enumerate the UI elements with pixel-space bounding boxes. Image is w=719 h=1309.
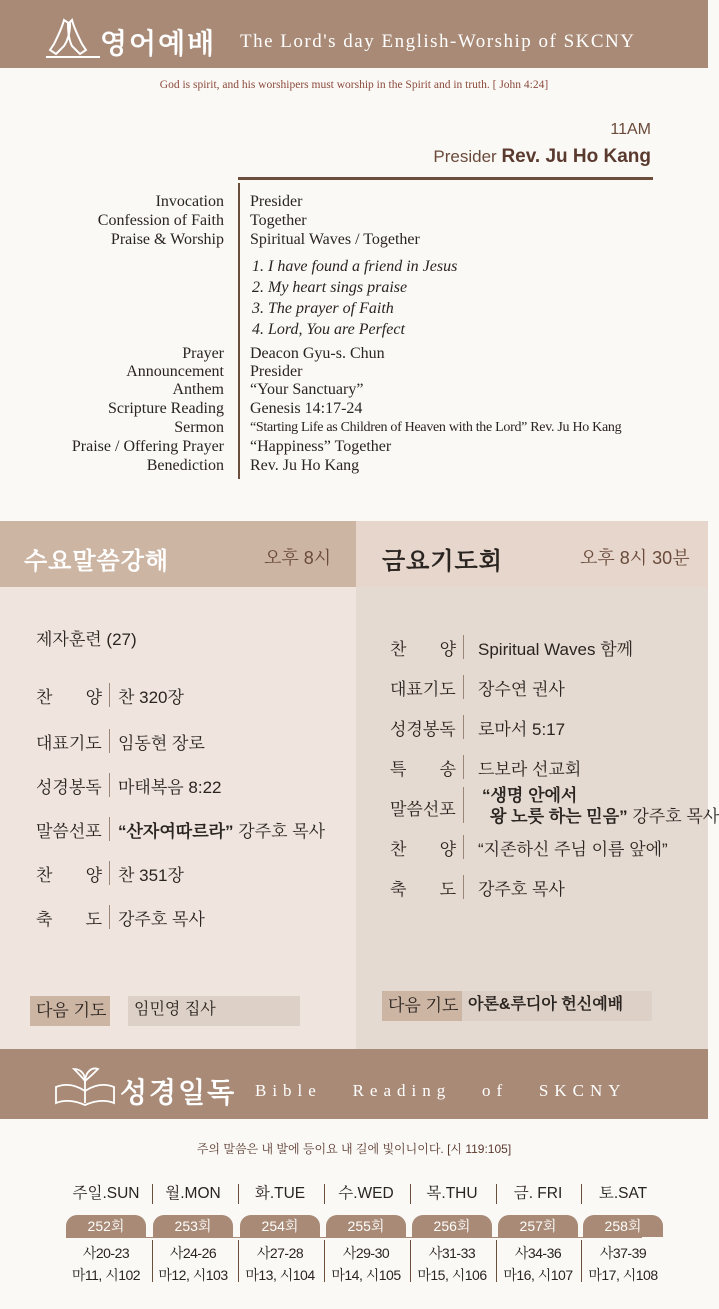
row-key: 찬 양 <box>390 640 456 659</box>
day-reading-1: 사24-26 <box>169 1245 217 1261</box>
order-row <box>0 230 708 249</box>
day-reading-2: 마14, 시105 <box>331 1267 401 1283</box>
row-divider <box>109 905 110 929</box>
day-name: 수.WED <box>338 1185 394 1202</box>
row-divider <box>463 755 464 779</box>
order-row <box>0 380 708 399</box>
day-name: 월.MON <box>165 1185 221 1202</box>
song-item: 4. Lord, You are Perfect <box>252 321 405 338</box>
row-divider <box>463 787 464 823</box>
day-divider <box>324 1240 325 1282</box>
order-value: “Starting Life as Children of Heaven with the Lord” Rev. Ju Ho Kang <box>250 420 622 435</box>
row-key: 찬 양 <box>36 866 102 885</box>
row-value: 찬 351장 <box>118 866 184 885</box>
reading-day <box>323 1183 409 1285</box>
order-label: Sermon <box>174 419 224 436</box>
order-label: Praise & Worship <box>110 231 224 248</box>
presider-label: Presider <box>433 147 497 166</box>
order-value: Presider <box>250 193 303 210</box>
song-item: 1. I have found a friend in Jesus <box>252 258 458 275</box>
presider-name: Rev. Ju Ho Kang <box>501 146 651 167</box>
row-key: 찬 양 <box>36 688 102 707</box>
row-value: 드보라 선교회 <box>478 760 582 779</box>
row-divider <box>109 729 110 753</box>
bible-reading-title-ko: 성경일독 <box>120 1077 237 1108</box>
order-value: Deacon Gyu-s. Chun <box>250 345 385 362</box>
reading-day <box>495 1183 581 1285</box>
day-divider <box>496 1184 497 1204</box>
day-divider <box>152 1240 153 1282</box>
day-reading-1: 사27-28 <box>256 1245 304 1261</box>
row-key: 대표기도 <box>36 734 102 753</box>
reading-day <box>63 1183 149 1285</box>
order-row <box>0 456 708 475</box>
day-divider <box>324 1184 325 1204</box>
order-value: Rev. Ju Ho Kang <box>250 457 360 474</box>
wednesday-title: 수요말씀강해 <box>24 548 170 575</box>
day-name: 주일.SUN <box>72 1185 140 1202</box>
order-label: Anthem <box>172 381 224 398</box>
row-key: 대표기도 <box>390 680 456 699</box>
row-value: 로마서 5:17 <box>478 720 566 739</box>
day-reading-2: 마11, 시102 <box>71 1267 141 1283</box>
day-reading-1: 사20-23 <box>82 1245 130 1261</box>
row-value: 찬 320장 <box>118 688 184 707</box>
order-row <box>0 418 708 437</box>
header-title-ko: 영어예배 <box>100 28 217 59</box>
day-reading-2: 마16, 시107 <box>503 1267 573 1283</box>
order-label: Confession of Faith <box>97 212 224 229</box>
day-reading-2: 마15, 시106 <box>417 1267 487 1283</box>
row-divider <box>463 635 464 659</box>
next-prayer-value: 임민영 집사 <box>128 996 300 1026</box>
reading-day <box>150 1183 236 1285</box>
row-value: “생명 안에서 <box>482 786 578 805</box>
day-name: 목.THU <box>426 1185 478 1202</box>
day-badge: 253회 <box>153 1215 233 1237</box>
row-value: 마태복음 8:22 <box>118 778 222 797</box>
next-prayer-label: 다음 기도 <box>382 991 462 1021</box>
row-key: 말씀선포 <box>390 800 456 819</box>
order-row <box>0 211 708 230</box>
next-prayer-value: 아론&루디아 헌신예배 <box>462 991 652 1021</box>
day-divider <box>581 1240 582 1282</box>
day-badge: 252회 <box>66 1215 146 1237</box>
row-value: 강주호 목사 <box>478 880 565 899</box>
row-key: 특 송 <box>390 760 456 779</box>
row-value: “지존하신 주님 이름 앞에” <box>478 840 668 859</box>
order-label: Prayer <box>182 345 224 362</box>
order-row <box>0 362 708 381</box>
order-row <box>0 437 708 456</box>
day-badge: 256회 <box>412 1215 492 1237</box>
order-row <box>0 344 708 363</box>
day-divider <box>152 1184 153 1204</box>
row-value: Spiritual Waves 함께 <box>478 640 634 659</box>
day-reading-1: 사34-36 <box>514 1245 562 1261</box>
row-key: 성경봉독 <box>36 778 102 797</box>
row-key: 성경봉독 <box>390 720 456 739</box>
row-divider <box>109 683 110 707</box>
reading-day <box>409 1183 495 1285</box>
bible-reading-title-en: Bible Reading of SKCNY <box>255 1081 627 1100</box>
presider-line <box>433 146 651 168</box>
wednesday-subtitle: 제자훈련 (27) <box>36 630 137 649</box>
row-divider <box>109 861 110 885</box>
wednesday-time: 오후 8시 <box>264 548 332 568</box>
day-reading-1: 사29-30 <box>342 1245 390 1261</box>
next-prayer-label: 다음 기도 <box>30 996 110 1026</box>
order-value: Spiritual Waves / Together <box>250 231 420 248</box>
header-title-en: The Lord's day English-Worship of SKCNY <box>240 31 636 52</box>
praying-hands-icon <box>42 14 102 60</box>
day-divider <box>238 1184 239 1204</box>
day-reading-1: 사37-39 <box>599 1245 647 1261</box>
order-value: Presider <box>250 363 303 380</box>
bible-reading-banner <box>0 1049 708 1119</box>
day-reading-2: 마13, 시104 <box>245 1267 315 1283</box>
day-divider <box>238 1240 239 1282</box>
song-item: 3. The prayer of Faith <box>252 300 394 317</box>
day-divider <box>581 1184 582 1204</box>
day-reading-2: 마17, 시108 <box>588 1267 658 1283</box>
order-row <box>0 399 708 418</box>
reading-day <box>237 1183 323 1285</box>
order-label: Praise / Offering Prayer <box>71 438 224 455</box>
order-value: “Your Sanctuary” <box>250 381 364 398</box>
day-name: 화.TUE <box>254 1185 306 1202</box>
row-divider <box>463 875 464 899</box>
row-value: “산자여따르라” 강주호 목사 <box>118 822 326 841</box>
day-reading-1: 사31-33 <box>428 1245 476 1261</box>
friday-title: 금요기도회 <box>382 548 503 575</box>
row-divider <box>109 773 110 797</box>
song-item: 2. My heart sings praise <box>252 279 408 296</box>
open-bible-sprout-icon <box>52 1063 118 1109</box>
header-banner <box>0 0 708 68</box>
row-key: 말씀선포 <box>36 822 102 841</box>
row-value: 강주호 목사 <box>118 910 205 929</box>
row-value: 왕 노릇 하는 믿음” 강주호 목사 <box>490 807 719 826</box>
row-divider <box>463 675 464 699</box>
row-divider <box>463 715 464 739</box>
row-value: 임동현 장로 <box>118 734 205 753</box>
day-divider <box>410 1184 411 1204</box>
day-name: 토.SAT <box>598 1185 648 1202</box>
order-label: Benediction <box>146 457 224 474</box>
day-divider <box>410 1240 411 1282</box>
day-badge: 258회 <box>583 1215 663 1237</box>
day-badge: 257회 <box>498 1215 578 1237</box>
order-label: Announcement <box>126 363 224 380</box>
order-value: Together <box>250 212 307 229</box>
order-value: Genesis 14:17-24 <box>250 400 363 417</box>
wednesday-next-prayer <box>30 996 300 1026</box>
row-divider <box>463 835 464 859</box>
reading-day <box>580 1183 666 1285</box>
order-top-rule <box>238 177 653 180</box>
day-badge: 255회 <box>326 1215 406 1237</box>
bible-reading-verse: 주의 말씀은 내 발에 등이요 내 길에 빛이니이다. [시 119:105] <box>196 1142 512 1156</box>
row-key: 찬 양 <box>390 840 456 859</box>
day-reading-2: 마12, 시103 <box>158 1267 228 1283</box>
day-badge: 254회 <box>240 1215 320 1237</box>
row-key: 축 도 <box>36 910 102 929</box>
order-value: “Happiness” Together <box>250 438 392 455</box>
order-label: Scripture Reading <box>108 400 224 417</box>
friday-time: 오후 8시 30분 <box>580 548 690 568</box>
row-value: 장수연 권사 <box>478 680 565 699</box>
day-divider <box>496 1240 497 1282</box>
header-verse: God is spirit, and his worshipers must worship in the Spirit and in truth. [ John 4:24] <box>159 79 549 91</box>
order-row <box>0 192 708 211</box>
service-time: 11AM <box>610 121 651 138</box>
order-label: Invocation <box>155 193 224 210</box>
row-key: 축 도 <box>390 880 456 899</box>
day-name: 금. FRI <box>513 1185 563 1202</box>
friday-next-prayer <box>382 991 652 1021</box>
row-divider <box>109 817 110 841</box>
